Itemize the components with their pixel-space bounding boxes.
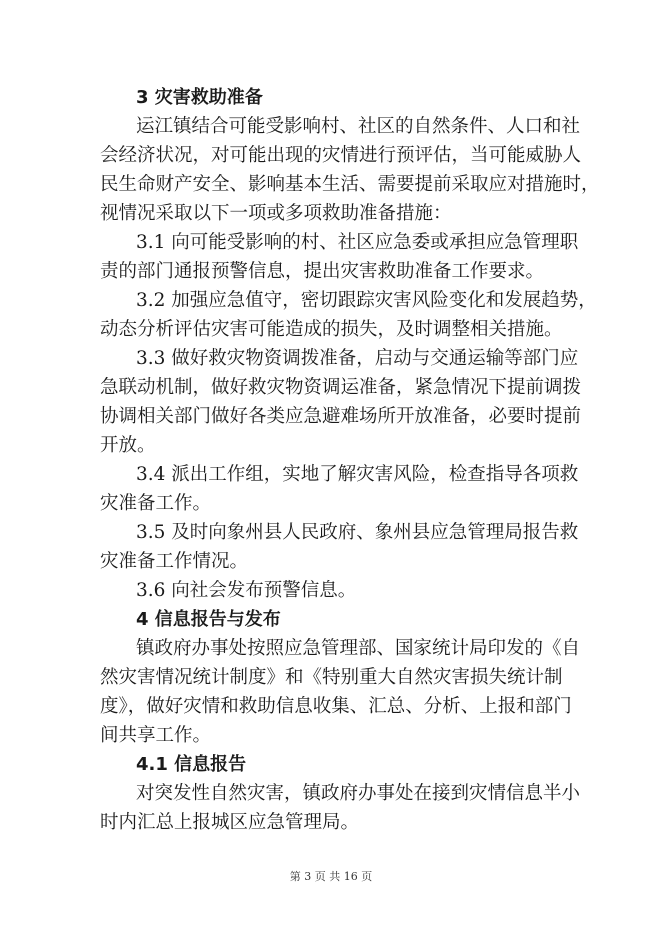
paragraph-line: 3.4 派出工作组，实地了解灾害风险，检查指导各项救 (136, 464, 579, 485)
heading-text: 4.1 信息报告 (136, 754, 247, 775)
section-heading (100, 750, 561, 779)
paragraph-line: 3.5 及时向象州县人民政府、象州县应急管理局报告救 (136, 522, 579, 543)
paragraph (100, 460, 579, 518)
paragraph-line: 3.1 向可能受影响的村、社区应急委或承担应急管理职 (136, 232, 579, 253)
paragraph-line: 开放。 (100, 435, 156, 456)
paragraph-line: 3.2 加强应急值守，密切跟踪灾害风险变化和发展趋势， (136, 290, 597, 311)
paragraph-line: 动态分析评估灾害可能造成的损失，及时调整相关措施。 (100, 319, 563, 340)
page-number-footer: 第 3 页 共 16 页 (289, 870, 373, 883)
paragraph-line: 视情况采取以下一项或多项救助准备措施： (100, 203, 452, 224)
paragraph (100, 112, 600, 228)
paragraph (100, 286, 597, 344)
paragraph (100, 228, 579, 286)
paragraph (100, 518, 579, 576)
paragraph-line: 度》，做好灾情和救助信息收集、汇总、分析、上报和部门 (100, 696, 572, 717)
document-page (100, 83, 600, 837)
paragraph-line: 间共享工作。 (100, 725, 212, 746)
paragraph-line: 时内汇总上报城区应急管理局。 (100, 812, 360, 833)
paragraph-line: 运江镇结合可能受影响村、社区的自然条件、人口和社 (136, 116, 581, 137)
heading-text: 3 灾害救助准备 (136, 87, 263, 108)
paragraph-line: 协调相关部门做好各类应急避难场所开放准备，必要时提前 (100, 406, 582, 427)
paragraph-line: 灾准备工作。 (100, 493, 212, 514)
paragraph-line: 民生命财产安全、影响基本生活、需要提前采取应对措施时， (100, 174, 600, 195)
paragraph (100, 634, 581, 750)
paragraph-line: 会经济状况，对可能出现的灾情进行预评估，当可能威胁人 (100, 145, 582, 166)
paragraph-line: 然灾害情况统计制度》和《特别重大自然灾害损失统计制 (100, 667, 563, 688)
paragraph (100, 779, 581, 837)
section-heading (100, 605, 561, 634)
paragraph-line: 3.3 做好救灾物资调拨准备，启动与交通运输等部门应 (136, 348, 579, 369)
paragraph (100, 576, 561, 605)
paragraph-line: 对突发性自然灾害，镇政府办事处在接到灾情信息半小 (136, 783, 581, 804)
paragraph-line: 责的部门通报预警信息，提出灾害救助准备工作要求。 (100, 261, 545, 282)
paragraph (100, 344, 582, 460)
paragraph-line: 灾准备工作情况。 (100, 551, 249, 572)
section-heading (100, 83, 561, 112)
paragraph-line: 急联动机制，做好救灾物资调运准备，紧急情况下提前调拨 (100, 377, 582, 398)
heading-text: 4 信息报告与发布 (136, 609, 281, 630)
paragraph-line: 镇政府办事处按照应急管理部、国家统计局印发的《自 (136, 638, 581, 659)
paragraph-line: 3.6 向社会发布预警信息。 (136, 580, 357, 601)
